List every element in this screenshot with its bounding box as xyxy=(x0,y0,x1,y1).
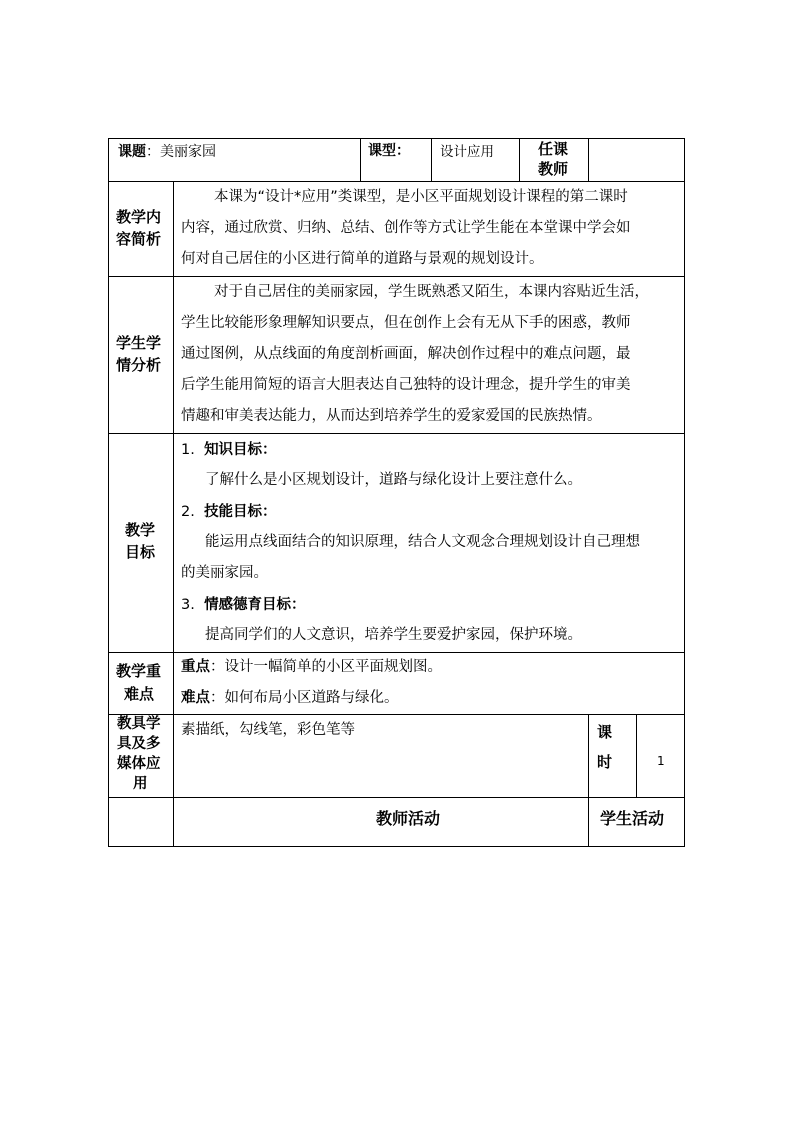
student-analysis-label-line1: 学生学 xyxy=(116,334,162,352)
content-summary-line: 内容，通过欣赏、归纳、总结、创作等方式让学生能在本堂课中学会如 xyxy=(181,220,631,236)
skill-objective-text-line2: 的美丽家园。 xyxy=(181,565,268,581)
difficulty-point xyxy=(181,689,399,707)
emotion-objective-number: 3. xyxy=(181,597,195,613)
knowledge-objective-heading xyxy=(181,441,277,459)
skill-objective-heading xyxy=(181,503,277,521)
teacher-label-line1: 任课 xyxy=(538,140,569,158)
hours-label-line1: 课 xyxy=(597,723,613,741)
topic-separator: ： xyxy=(146,144,160,160)
type-label: 课型： xyxy=(368,143,410,159)
objectives-label-line1: 教学 xyxy=(125,521,156,539)
skill-objective-title: 技能目标： xyxy=(204,504,277,520)
materials-label-line: 用 xyxy=(133,776,148,792)
skill-objective-number: 2. xyxy=(181,504,195,520)
emotion-objective-title: 情感德育目标： xyxy=(204,597,306,613)
topic-label: 课题 xyxy=(118,144,146,160)
topic-line xyxy=(118,143,216,161)
knowledge-objective-number: 1. xyxy=(181,442,195,458)
materials-label-line: 媒体应 xyxy=(117,756,161,772)
knowledge-objective-text: 了解什么是小区规划设计，道路与绿化设计上要注意什么。 xyxy=(205,472,582,488)
difficulty-text: ：如何布局小区道路与绿化。 xyxy=(210,690,399,706)
student-analysis-label-line2: 情分析 xyxy=(116,356,162,374)
skill-objective-text-line1: 能运用点线面结合的知识原理，结合人文观念合理规划设计自己理想 xyxy=(205,534,640,550)
emotion-objective-heading xyxy=(181,596,306,614)
content-summary-label-line2: 容简析 xyxy=(116,230,162,248)
student-analysis-line: 情趣和审美表达能力，从而达到培养学生的爱家爱国的民族热情。 xyxy=(181,408,602,424)
materials-label-line: 教具学 xyxy=(117,716,161,732)
content-summary-line: 本课为“设计*应用”类课型，是小区平面规划设计课程的第二课时 xyxy=(214,189,628,205)
hours-label-line2: 时 xyxy=(597,753,613,771)
topic-value: 美丽家园 xyxy=(160,144,216,160)
student-analysis-line: 对于自己居住的美丽家园，学生既熟悉又陌生，本课内容贴近生活， xyxy=(214,284,649,300)
teacher-activity-header: 教师活动 xyxy=(376,809,441,828)
teacher-label-line2: 教师 xyxy=(538,160,569,178)
hours-value: 1 xyxy=(657,754,665,768)
materials-label-line: 具及多 xyxy=(117,736,161,752)
focus-text: ：设计一幅简单的小区平面规划图。 xyxy=(210,659,442,675)
student-activity-header: 学生活动 xyxy=(600,809,665,828)
student-analysis-line: 通过图例，从点线面的角度剖析画面，解决创作过程中的难点问题，最 xyxy=(181,346,631,362)
hours-label-cell xyxy=(588,714,637,798)
key-points-label-line2: 难点 xyxy=(124,685,155,703)
focus-label: 重点 xyxy=(181,659,210,675)
difficulty-label: 难点 xyxy=(181,690,210,706)
student-analysis-line: 学生比较能形象理解知识要点，但在创作上会有无从下手的困惑，教师 xyxy=(181,315,631,331)
content-summary-line: 何对自己居住的小区进行简单的道路与景观的规划设计。 xyxy=(181,251,544,267)
objectives-label-line2: 目标 xyxy=(125,543,156,561)
materials-text: 素描纸，勾线笔，彩色笔等 xyxy=(181,722,355,738)
student-analysis-line: 后学生能用简短的语言大胆表达自己独特的设计理念，提升学生的审美 xyxy=(181,377,631,393)
key-points-label-line1: 教学重 xyxy=(116,662,162,680)
emotion-objective-text: 提高同学们的人文意识，培养学生要爱护家园，保护环境。 xyxy=(205,627,582,643)
focus-point xyxy=(181,658,442,676)
activities-blank-cell xyxy=(108,797,174,847)
teacher-value-cell xyxy=(588,138,685,182)
knowledge-objective-title: 知识目标： xyxy=(204,442,277,458)
type-value: 设计应用 xyxy=(440,144,494,160)
content-summary-label-line1: 教学内 xyxy=(116,208,162,226)
